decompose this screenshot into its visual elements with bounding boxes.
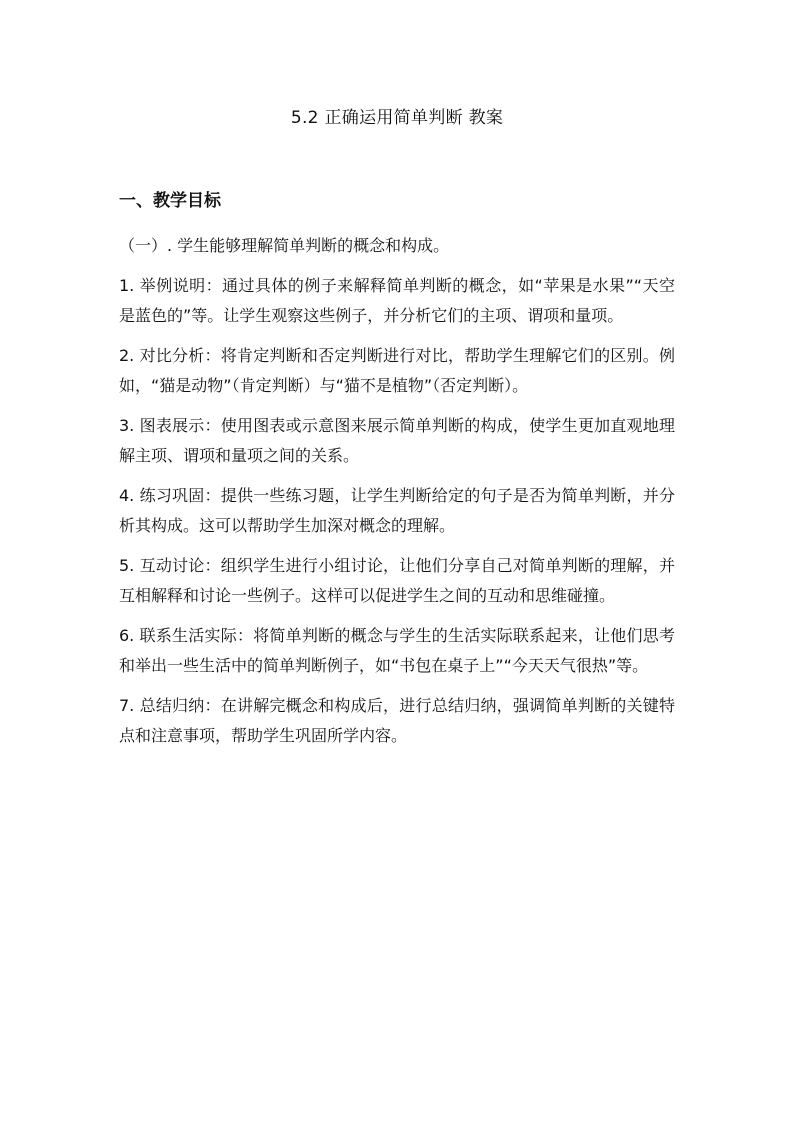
section-heading: 一、教学目标 xyxy=(119,191,221,211)
document-title: 5.2 正确运用简单判断 教案 xyxy=(290,108,504,128)
list-item: 5. 互动讨论：组织学生进行小组讨论，让他们分享自己对简单判断的理解，并互相解释和讨论一些例子。这样可以促进学生之间的互动和思维碰撞。 xyxy=(119,556,675,605)
list-item: 3. 图表展示：使用图表或示意图来展示简单判断的构成，使学生更加直观地理解主项、谓项和量项之间的关系。 xyxy=(119,416,675,465)
list-item: 7. 总结归纳：在讲解完概念和构成后，进行总结归纳，强调简单判断的关键特点和注意事项，帮助学生巩固所学内容。 xyxy=(119,696,675,745)
list-item: 6. 联系生活实际：将简单判断的概念与学生的生活实际联系起来，让他们思考和举出一些生活中的简单判断例子，如“书包在桌子上”“今天天气很热”等。 xyxy=(119,626,675,675)
list-item: 4. 练习巩固：提供一些练习题，让学生判断给定的句子是否为简单判断，并分析其构成。这可以帮助学生加深对概念的理解。 xyxy=(119,486,675,535)
document-body xyxy=(119,231,675,761)
list-item: 1. 举例说明：通过具体的例子来解释简单判断的概念，如“苹果是水果”“天空是蓝色的”等。让学生观察这些例子，并分析它们的主项、谓项和量项。 xyxy=(119,276,675,325)
subsection-heading: （一）. 学生能够理解简单判断的概念和构成。 xyxy=(119,236,450,255)
list-item: 2. 对比分析：将肯定判断和否定判断进行对比，帮助学生理解它们的区别。例如，“猫是动物”（肯定判断）与“猫不是植物”（否定判断）。 xyxy=(119,346,675,395)
